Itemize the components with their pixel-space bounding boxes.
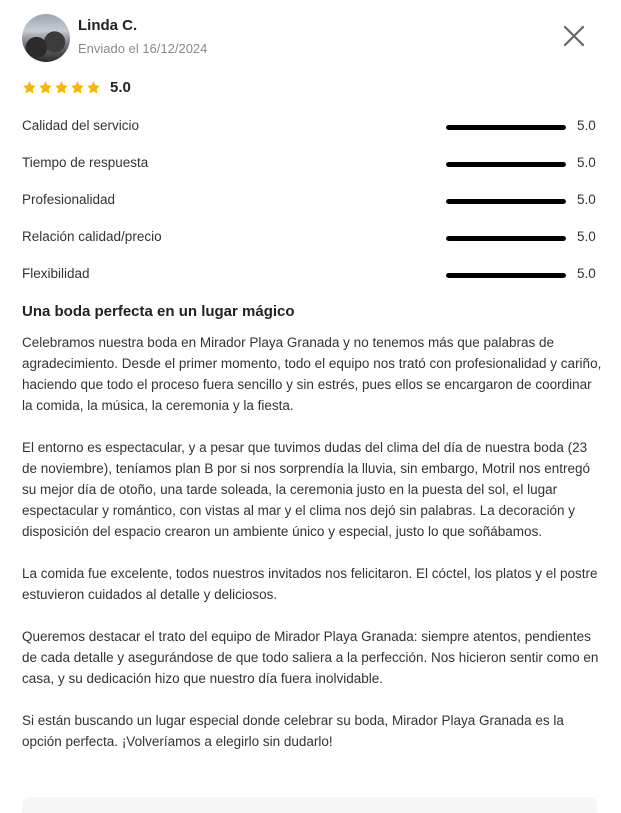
star-icon xyxy=(70,80,85,95)
criteria-bar-fill xyxy=(446,162,566,167)
criteria-label: Relación calidad/precio xyxy=(22,229,162,244)
criteria-label: Calidad del servicio xyxy=(22,118,140,133)
criteria-bar-fill xyxy=(446,125,566,130)
criteria-ratings xyxy=(22,116,602,301)
overall-rating xyxy=(22,77,131,97)
review-paragraph: El entorno es espectacular, y a pesar que tuvimos dudas del clima del día de nuestra boda (23 de noviembre), teníamos plan B por si nos sorprendía la lluvia, sin embargo, Motril nos entregó su mejor día de otoño, una tarde soleada, la ceremonia justo en la puesta del sol, el lugar espectacular y romántico, con vistas al mar y el clima nos dejó sin palabras. La decoración y disposición del espacio crearon un ambiente único y especial, justo lo que soñábamos. xyxy=(22,440,591,539)
review-date: Enviado el 16/12/2024 xyxy=(78,41,208,56)
criteria-bar xyxy=(446,273,566,278)
criteria-row xyxy=(22,153,602,190)
review-paragraph: Celebramos nuestra boda en Mirador Playa Granada y no tenemos más que palabras de agradecimiento. Desde el primer momento, todo el equipo nos trató con profesionalidad y cariño, haciendo que todo el proceso fuera sencillo y sin estrés, pues ellos se encargaron de coordinar la comida, la música, la ceremonia y la fiesta. xyxy=(22,335,602,413)
response-box xyxy=(22,797,597,813)
criteria-label: Flexibilidad xyxy=(22,266,90,281)
star-icon xyxy=(38,80,53,95)
review-title: Una boda perfecta en un lugar mágico xyxy=(22,303,295,320)
criteria-label: Profesionalidad xyxy=(22,192,116,207)
criteria-bar xyxy=(446,125,566,130)
criteria-bar-fill xyxy=(446,273,566,278)
star-icon xyxy=(86,80,101,95)
criteria-value: 5.0 xyxy=(577,192,596,207)
star-icon xyxy=(54,80,69,95)
criteria-value: 5.0 xyxy=(577,155,596,170)
review-paragraph: Si están buscando un lugar especial donde celebrar su boda, Mirador Playa Granada es la opción perfecta. ¡Volveríamos a elegirlo sin dudarlo! xyxy=(22,713,564,749)
overall-score: 5.0 xyxy=(110,78,131,96)
review-header xyxy=(22,14,602,64)
criteria-bar xyxy=(446,162,566,167)
criteria-bar xyxy=(446,199,566,204)
criteria-row xyxy=(22,227,602,264)
criteria-value: 5.0 xyxy=(577,229,596,244)
criteria-bar xyxy=(446,236,566,241)
criteria-value: 5.0 xyxy=(577,118,596,133)
reviewer-avatar xyxy=(22,14,70,62)
close-button[interactable] xyxy=(562,24,586,48)
review-paragraph: Queremos destacar el trato del equipo de Mirador Playa Granada: siempre atentos, pendientes de cada detalle y asegurándose de que todo saliera a la perfección. Nos hicieron sentir como en casa, y su dedicación hizo que nuestro día fuera inolvidable. xyxy=(22,629,599,686)
star-icon xyxy=(22,80,37,95)
criteria-row xyxy=(22,264,602,301)
reviewer-name: Linda C. xyxy=(78,17,138,34)
star-rating xyxy=(22,80,101,95)
review-paragraph: La comida fue excelente, todos nuestros invitados nos felicitaron. El cóctel, los platos y el postre estuvieron cuidados al detalle y deliciosos. xyxy=(22,566,598,602)
criteria-value: 5.0 xyxy=(577,266,596,281)
review-body xyxy=(22,332,602,773)
criteria-label: Tiempo de respuesta xyxy=(22,155,149,170)
criteria-bar-fill xyxy=(446,199,566,204)
criteria-row xyxy=(22,190,602,227)
criteria-row xyxy=(22,116,602,153)
criteria-bar-fill xyxy=(446,236,566,241)
close-icon xyxy=(562,24,586,48)
